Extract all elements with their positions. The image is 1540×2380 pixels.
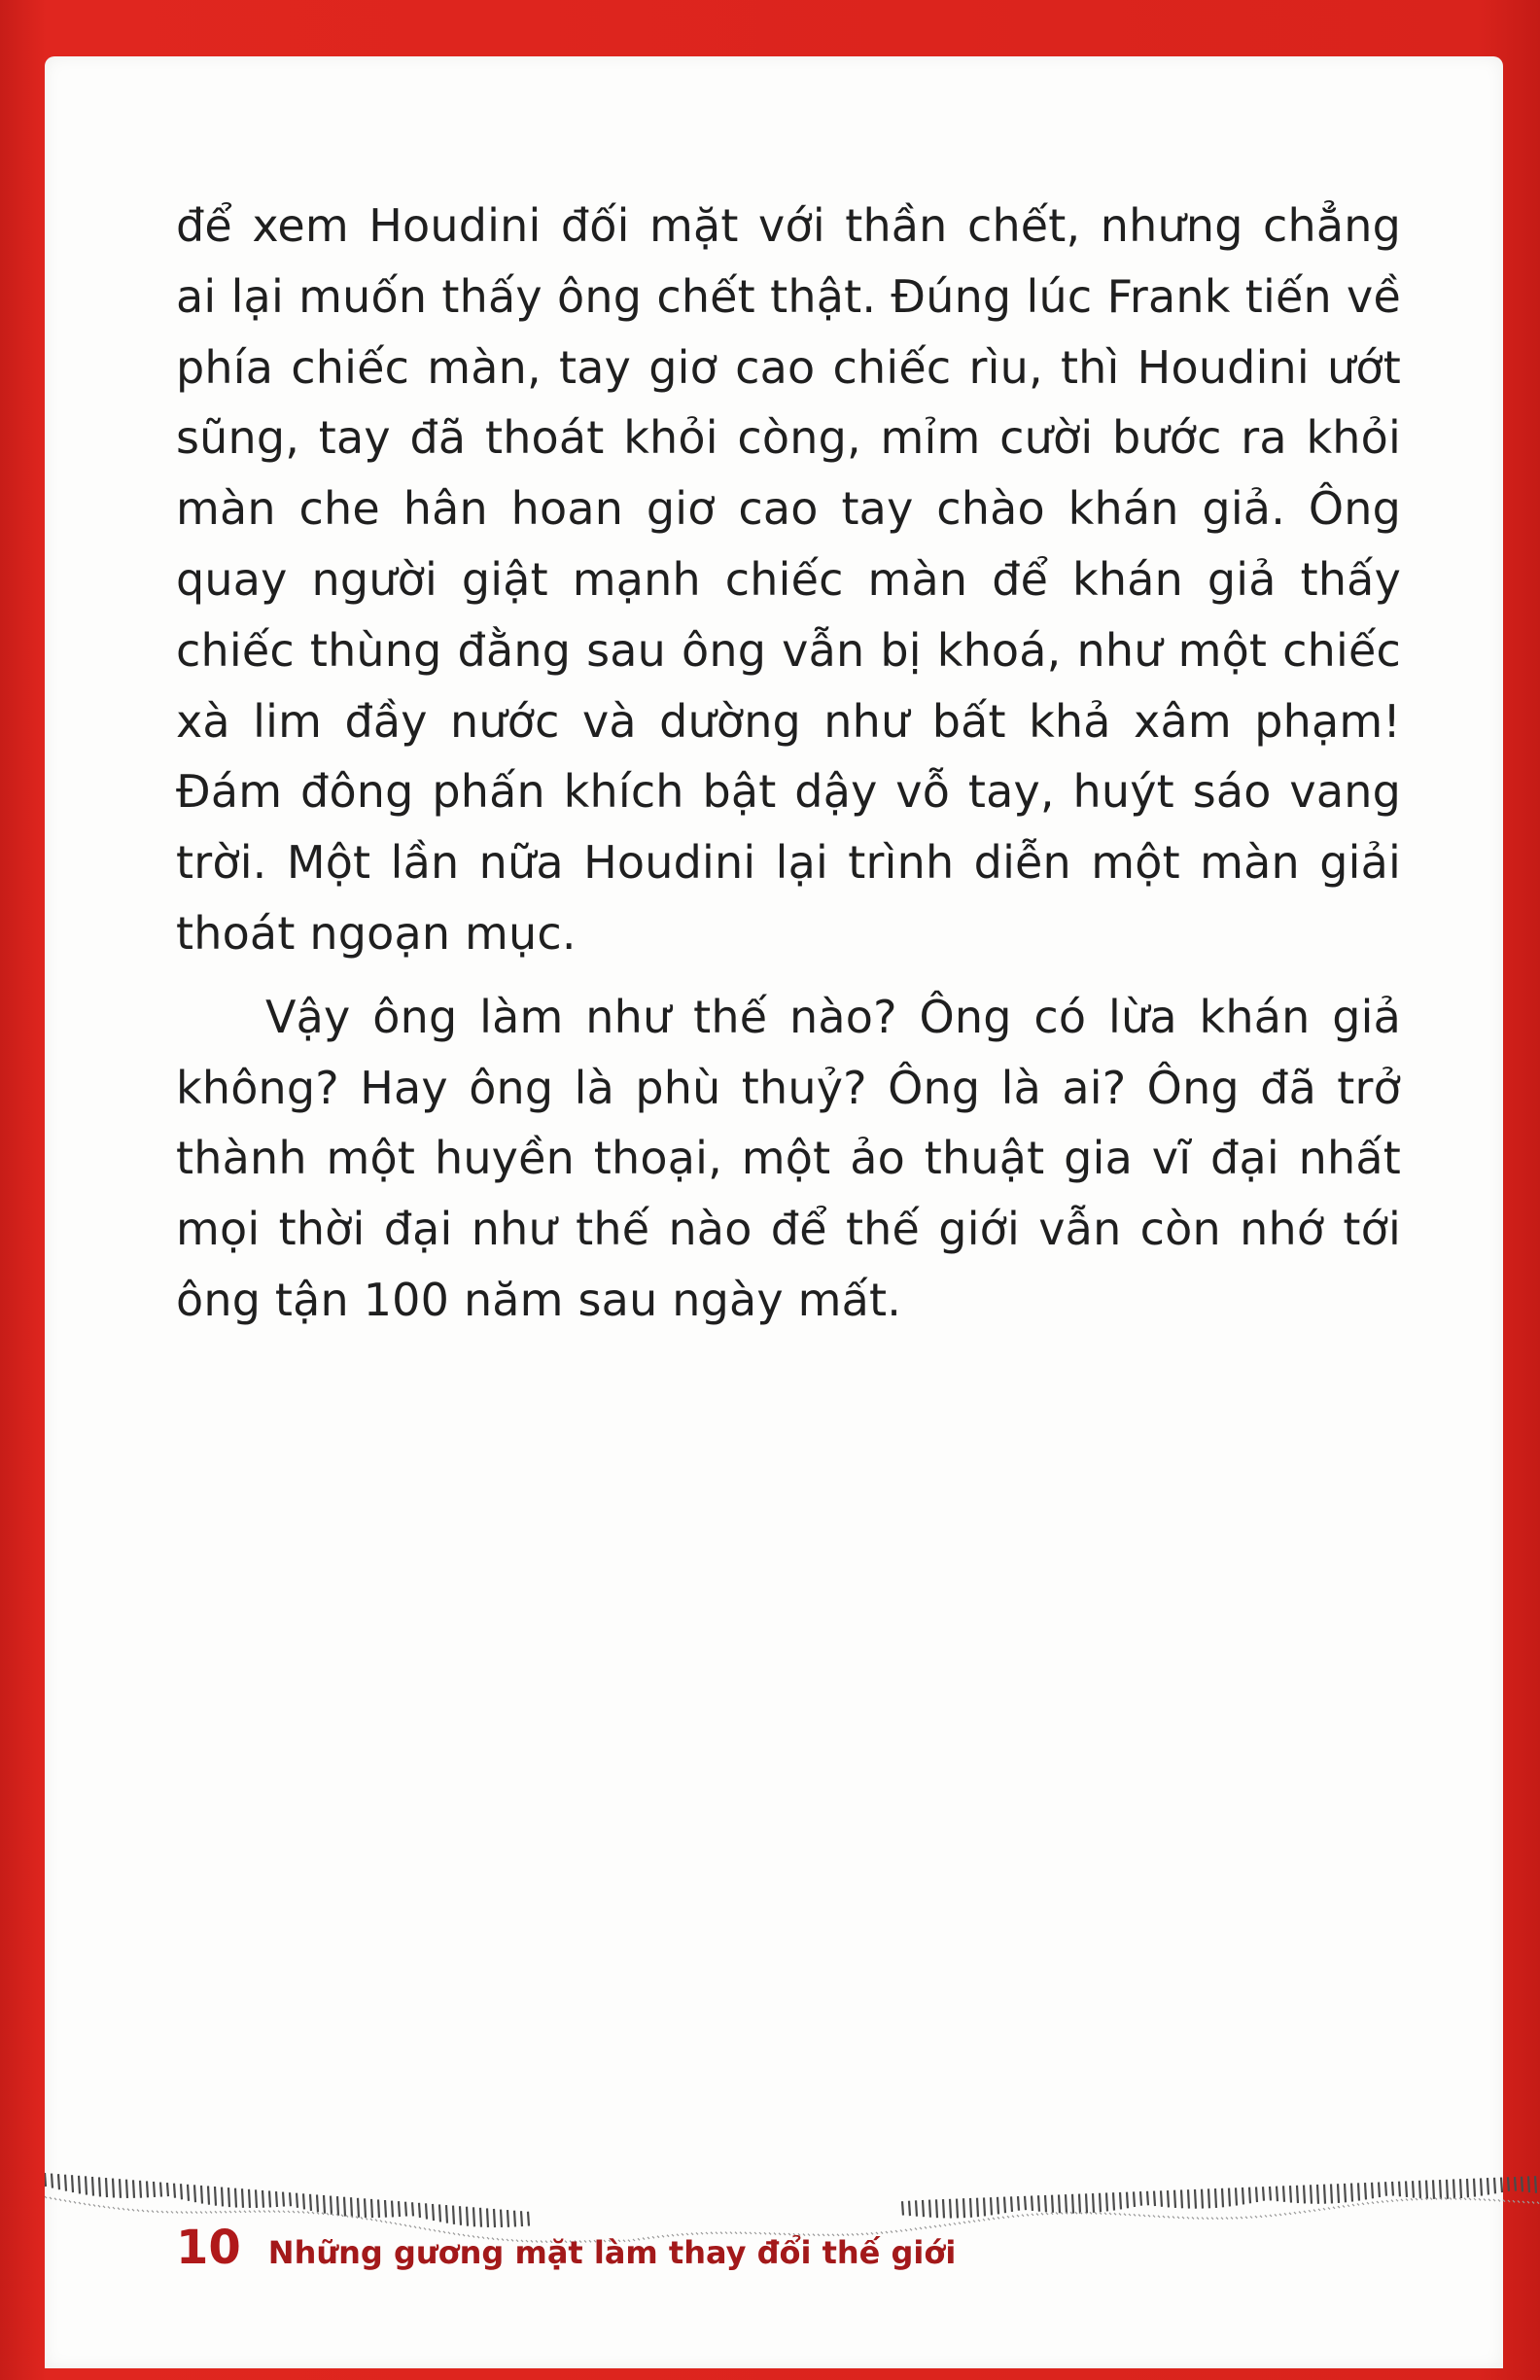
running-title: Những gương mặt làm thay đổi thế giới <box>267 2234 957 2271</box>
paragraph-2: Vậy ông làm như thế nào? Ông có lừa khán giả không? Hay ông là phù thuỷ? Ông là ai? Ông đã trở thành một huyền thoại, một ảo thuật gia vĩ đại nhất mọi thời đại như thế nào để thế giới vẫn còn nhớ tới ông tận 100 năm sau ngày mất. <box>176 990 1401 1326</box>
page-number: 10 <box>176 2221 241 2275</box>
page-footer <box>176 2221 957 2275</box>
page-body <box>176 191 1401 1336</box>
paragraph-1: để xem Houdini đối mặt với thần chết, nhưng chẳng ai lại muốn thấy ông chết thật. Đúng lúc Frank tiến về phía chiếc màn, tay giơ cao chiếc rìu, thì Houdini ướt sũng, tay đã thoát khỏi còng, mỉm cười bước ra khỏi màn che hân hoan giơ cao tay chào khán giả. Ông quay người giật mạnh chiếc màn để khán giả thấy chiếc thùng đằng sau ông vẫn bị khoá, như một chiếc xà lim đầy nước và dường như bất khả xâm phạm! Đám đông phấn khích bật dậy vỗ tay, huýt sáo vang trời. Một lần nữa Houdini lại trình diễn một màn giải thoát ngoạn mục. <box>176 199 1401 960</box>
